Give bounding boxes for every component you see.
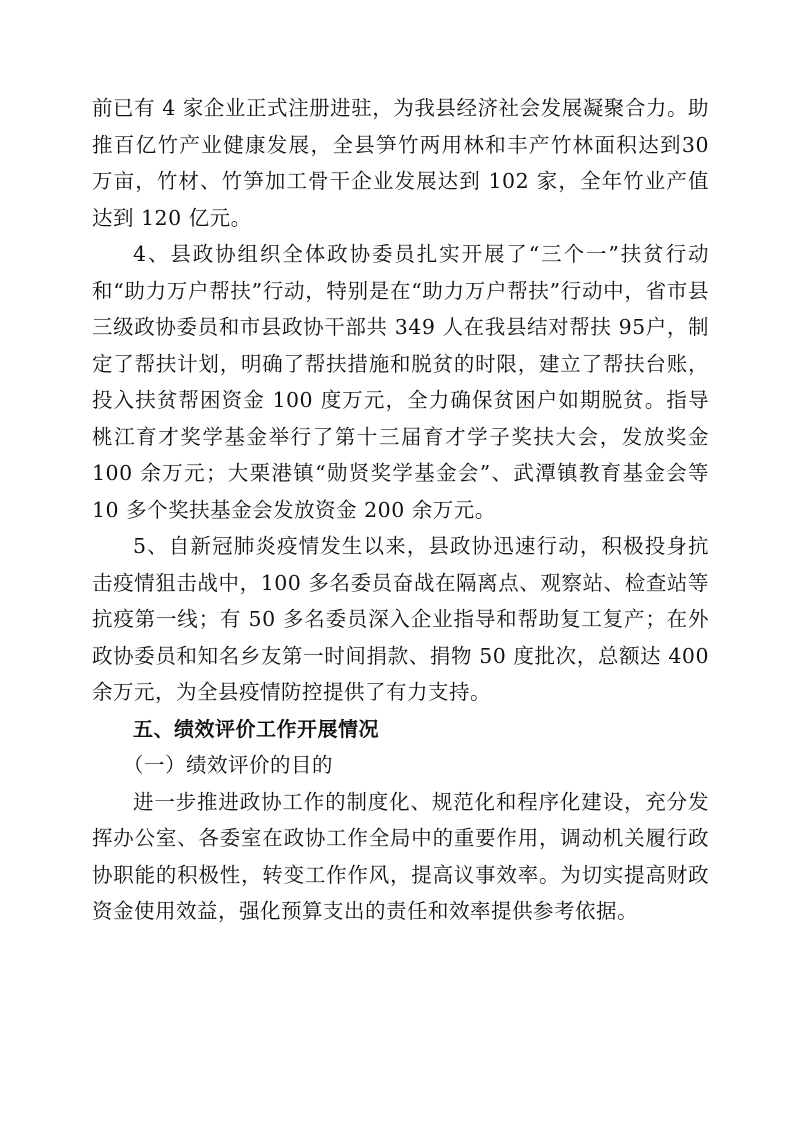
section-heading: 五、绩效评价工作开展情况 [133,716,379,741]
paragraph-evaluation-purpose: 进一步推进政协工作的制度化、规范化和程序化建设，充分发挥办公室、各委室在政协工作全局中的重要作用，调动机关履行政协职能的积极性，转变工作作风，提高议事效率。为切实提高财政资金使用效益，强化预算支出的责任和效率提供参考依据。 [92,789,709,923]
paragraph-item-5: 5、自新冠肺炎疫情发生以来，县政协迅速行动，积极投身抗击疫情狙击战中，100 多名委员奋战在隔离点、观察站、检查站等抗疫第一线；有 50 多名委员深入企业指导和帮助复工复产；在外政协委员和知名乡友第一时间捐款、捐物 50 度批次，总额达 400 余万元，为全县疫情防控提供了有力支持。 [92,534,709,704]
paragraph-item-4: 4、县政协组织全体政协委员扎实开展了“三个一”扶贫行动和“助力万户帮扶”行动，特别是在“助力万户帮扶”行动中，省市县三级政协委员和市县政协干部共 349 人在我县结对帮扶 95户，制定了帮扶计划，明确了帮扶措施和脱贫的时限，建立了帮扶台账，投入扶贫帮困资金 100 度万元，全力确保贫困户如期脱贫。指导桃江育才奖学基金举行了第十三届育才学子奖扶大会，发放奖金 100 余万元；大栗港镇“勋贤奖学基金会”、武潭镇教育基金会等 10 多个奖扶基金会发放资金 200 余万元。 [92,242,709,522]
document-page [92,90,709,930]
paragraph-continuation: 前已有 4 家企业正式注册进驻，为我县经济社会发展凝聚合力。助推百亿竹产业健康发展，全县笋竹两用林和丰产竹林面积达到30 万亩，竹材、竹笋加工骨干企业发展达到 102 家，全年竹业产值达到 120 亿元。 [92,96,709,230]
sub-heading: （一）绩效评价的目的 [123,753,333,777]
